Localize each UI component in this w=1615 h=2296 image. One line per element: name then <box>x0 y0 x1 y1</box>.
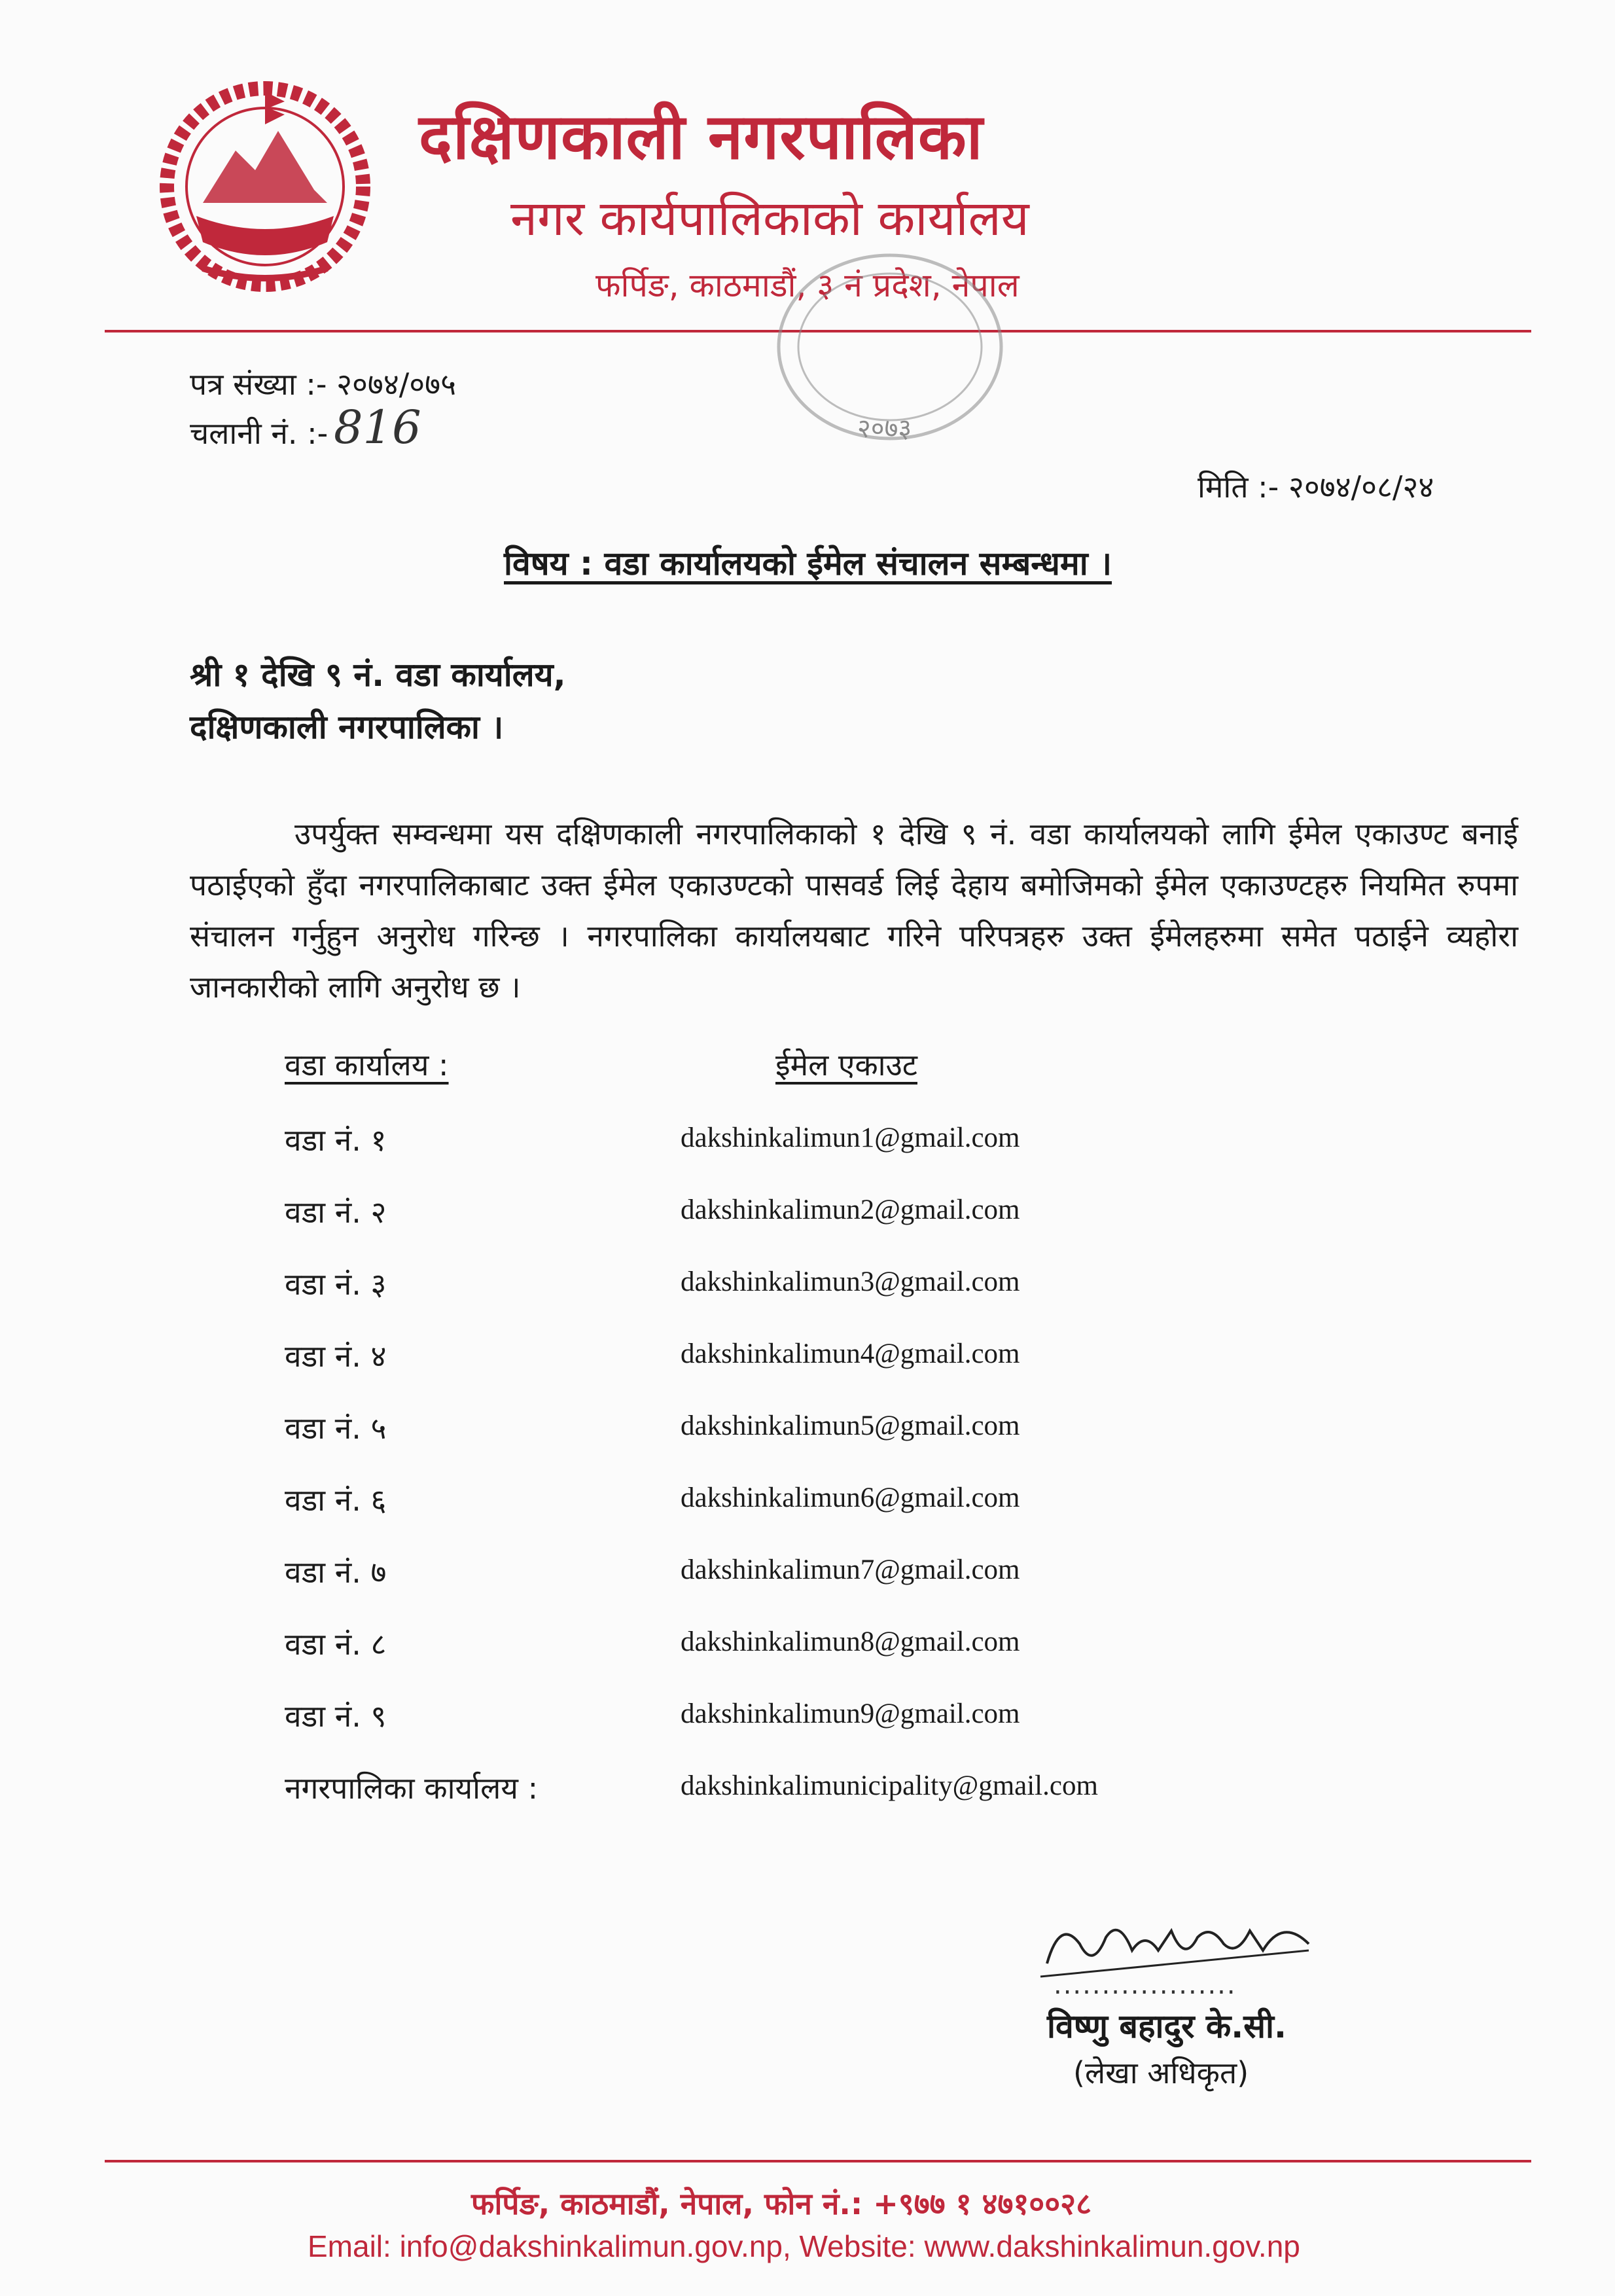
table-row <box>285 1479 1463 1532</box>
office-address: फर्पिङ, काठमाडौं, ३ नं प्रदेश, नेपाल <box>595 266 1020 304</box>
table-row <box>285 1551 1463 1604</box>
email-address: dakshinkalimunicipality@gmail.com <box>681 1770 1098 1801</box>
email-address: dakshinkalimun7@gmail.com <box>681 1554 1020 1585</box>
email-address: dakshinkalimun5@gmail.com <box>681 1410 1020 1441</box>
ward-label: वडा नं. २ <box>285 1194 387 1230</box>
table-row <box>285 1767 1463 1820</box>
footer-email-website: Email: info@dakshinkalimun.gov.np, Website: www.dakshinkalimun.gov.np <box>308 2229 1300 2263</box>
ward-label: वडा नं. ९ <box>285 1698 387 1734</box>
email-address: dakshinkalimun2@gmail.com <box>681 1194 1020 1225</box>
email-address: dakshinkalimun3@gmail.com <box>681 1266 1020 1297</box>
signature-line: ................... <box>1054 1970 1237 2000</box>
signatory-name: विष्णु बहादुर के.सी. <box>1047 2007 1287 2045</box>
table-row <box>285 1263 1463 1316</box>
table-row <box>285 1695 1463 1748</box>
nepal-emblem-icon <box>157 79 373 295</box>
dispatch-number-label: चलानी नं. :- <box>190 416 328 451</box>
ward-label: वडा नं. १ <box>285 1122 387 1158</box>
table-row <box>285 1119 1463 1172</box>
table-row <box>285 1191 1463 1244</box>
ward-label: वडा नं. ६ <box>285 1482 387 1518</box>
organization-name: दक्षिणकाली नगरपालिका <box>419 100 984 173</box>
email-column-header: ईमेल एकाउट <box>775 1047 917 1083</box>
email-address: dakshinkalimun9@gmail.com <box>681 1698 1020 1729</box>
ward-label: वडा नं. ८ <box>285 1626 387 1662</box>
email-address: dakshinkalimun1@gmail.com <box>681 1122 1020 1153</box>
letter-body: उपर्युक्त सम्वन्धमा यस दक्षिणकाली नगरपालिकाको १ देखि ९ नं. वडा कार्यालयको लागि ईमेल एकाउण्ट बनाई पठाईएको हुँदा नगरपालिकाबाट उक्त ईमेल एकाउण्टको पासवर्ड लिई देहाय बमोजिमको ईमेल एकाउण्टहरु नियमित रुपमा संचालन गर्नुहुन अनुरोध गरिन्छ । नगरपालिका कार्यालयबाट गरिने परिपत्रहरु उक्त ईमेलहरुमा समेत पठाईने व्यहोरा जानकारीको लागि अनुरोध छ । <box>190 816 1518 1005</box>
addressee-line-1: श्री १ देखि ९ नं. वडा कार्यालय, <box>190 656 566 694</box>
letter-subject: विषय : वडा कार्यालयको ईमेल संचालन सम्बन्धमा । <box>504 545 1112 583</box>
footer-contact: फर्पिङ, काठमाडौं, नेपाल, फोन नं.: +९७७ १ ४७१००२८ <box>471 2186 1091 2221</box>
letter-date: मिति :- २०७४/०८/२४ <box>1198 469 1434 505</box>
email-address: dakshinkalimun8@gmail.com <box>681 1626 1020 1657</box>
email-address: dakshinkalimun6@gmail.com <box>681 1482 1020 1513</box>
ward-label: वडा नं. ७ <box>285 1554 387 1590</box>
ward-column-header: वडा कार्यालय : <box>285 1047 449 1083</box>
ward-label: नगरपालिका कार्यालय : <box>285 1770 539 1806</box>
letter-number: पत्र संख्या :- २०७४/०७५ <box>190 367 457 402</box>
addressee-line-2: दक्षिणकाली नगरपालिका । <box>190 708 504 746</box>
table-row <box>285 1335 1463 1388</box>
table-row <box>285 1407 1463 1460</box>
ward-label: वडा नं. ४ <box>285 1338 387 1374</box>
email-address: dakshinkalimun4@gmail.com <box>681 1338 1020 1369</box>
signatory-title: (लेखा अधिकृत) <box>1073 2055 1249 2090</box>
ward-label: वडा नं. ५ <box>285 1410 387 1446</box>
table-row <box>285 1623 1463 1676</box>
stamp-year: २०७३ <box>857 414 912 444</box>
ward-label: वडा नं. ३ <box>285 1266 387 1302</box>
dispatch-number-handwritten: 816 <box>334 401 421 454</box>
footer-divider <box>105 2160 1531 2162</box>
office-name: नगर कार्यपालिकाको कार्यालय <box>510 190 1029 247</box>
